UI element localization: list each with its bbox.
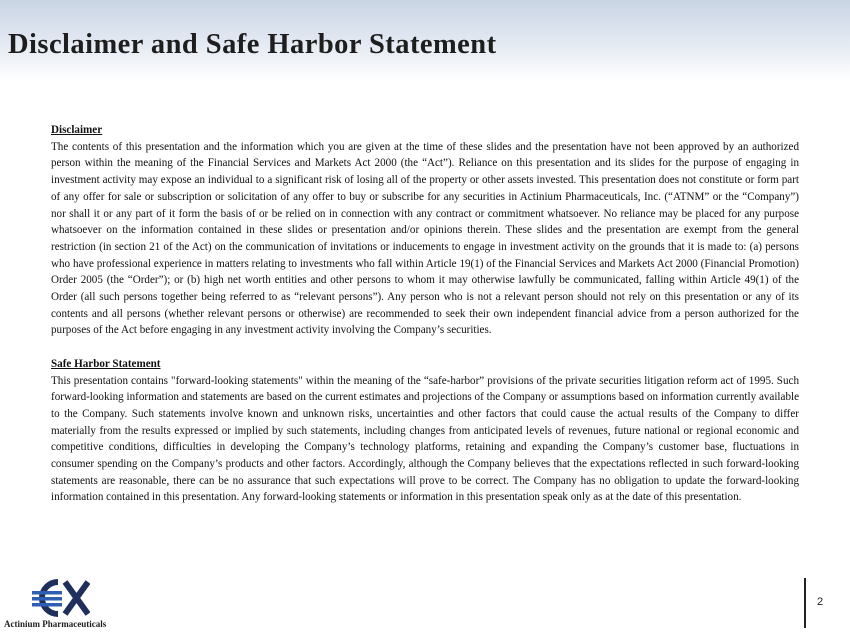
safe-harbor-body: This presentation contains "forward-looking statements" within the meaning of the “safe-harbor” provisions of the private securities litigation reform act of 1995. Such forward-looking information and statements are based on the current estimates and projections of the Company or assumptions based on information currently available to the Company. Such statements involve known and unknown risks, uncertainties and other factors that could cause the actual results of the Company to differ materially from the results expressed or implied by such statements, including changes from anticipated levels of revenues, future national or regional economic and competitive conditions, difficulties in developing the Company’s technology platforms, retaining and expanding the Company’s customer base, fluctuations in consumer spending on the Company’s products and other factors. Accordingly, although the Company believes that the expectations reflected in such forward-looking statements are reasonable, there can be no assurance that such expectations will prove to be correct. The Company has no obligation to update the forward-looking information contained in this presentation. Any forward-looking statements or information in this presentation speak only as at the date of this presentation.: [51, 374, 799, 504]
page-title: Disclaimer and Safe Harbor Statement: [8, 29, 497, 60]
title-banner: [0, 0, 850, 80]
actinium-logo-icon: [32, 576, 90, 620]
safe-harbor-section: [51, 356, 799, 506]
slide-content: [51, 122, 799, 506]
company-name: Actinium Pharmaceuticals: [4, 619, 107, 629]
safe-harbor-heading: Safe Harbor Statement: [51, 357, 161, 370]
disclaimer-heading: Disclaimer: [51, 124, 103, 136]
page-number-divider: [804, 578, 806, 628]
page-number: 2: [817, 596, 824, 608]
disclaimer-section: [51, 122, 799, 339]
disclaimer-body: The contents of this presentation and the information which you are given at the time of these slides and the presentation have not been approved by an authorized person within the meaning of the Financial Services and Markets Act 2000 (the “Act”). Reliance on this presentation and its slides for the purpose of engaging in investment activity may expose an individual to a significant risk of losing all of the property or other assets invested. This presentation does not constitute or form part of any offer for sale or subscription or solicitation of any offer to buy or subscribe for any securities in Actinium Pharmaceuticals, Inc. (“ATNM” or the “Company”) nor shall it or any part of it form the basis of or be relied on in connection with any contract or commitment whatsoever. No reliance may be placed for any purpose whatsoever on the information contained in these slides or presentation and/or opinions therein. These slides and the presentation are exempt from the general restriction (in section 21 of the Act) on the communication of invitations or inducements to engage in investment activity on the grounds that it is made to: (a) persons who have professional experience in matters relating to investments who fall within Article 19(1) of the Financial Services and Markets Act 2000 (Financial Promotion) Order 2005 (the “Order”); or (b) high net worth entities and other persons to whom it may otherwise lawfully be communicated, falling within Article 49(1) of the Order (all such persons together being referred to as “relevant persons”). Any person who is not a relevant person should not rely on this presentation or any of its contents and all persons (whether relevant persons or otherwise) are recommended to seek their own independent financial advice from a person authorized for the purposes of the Act before engaging in any investment activity involving the Company’s securities.: [51, 140, 799, 337]
